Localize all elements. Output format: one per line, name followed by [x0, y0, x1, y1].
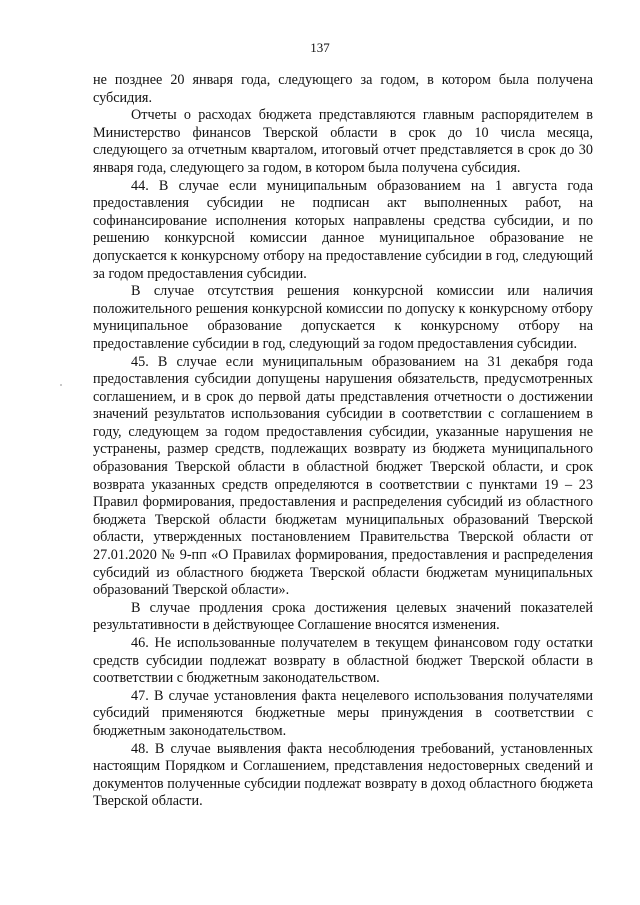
paragraph-clause-44: 44. В случае если муниципальным образованием на 1 августа года предоставления субсидии не подписан акт выполненных работ, на софинансирование исполнения которых направлены средства субсидии, и по решению конкурсной комиссии данное муниципальное образование не допускается к конкурсному отбору на предоставление субсидии в год, следующий за годом предоставления субсидии. [93, 177, 593, 282]
scan-artifact-dot [60, 384, 62, 386]
paragraph-continuation: не позднее 20 января года, следующего за годом, в котором была получена субсидия. [93, 72, 593, 106]
page-number: 137 [310, 40, 330, 55]
paragraph-clause-47: 47. В случае установления факта нецелевого использования получателями субсидий применяются бюджетные меры принуждения в соответствии с бюджетным законодательством. [93, 687, 593, 739]
paragraph-reports: Отчеты о расходах бюджета представляются главным распорядителем в Министерство финансов Тверской области в срок до 10 числа месяца, следующего за отчетным кварталом, итоговый отчет представляется в срок до 30 января года, следующего за годом, в котором была получена субсидия. [93, 107, 593, 176]
paragraph-clause-45-extension: В случае продления срока достижения целевых значений показателей результативности в действующее Соглашение вносятся изменения. [93, 599, 593, 634]
paragraph-clause-45: 45. В случае если муниципальным образованием на 31 декабря года предоставления субсидии допущены нарушения обязательств, предусмотренных соглашением, и в срок до первой даты представления отчетности о достижении значений результатов использования субсидии в соответствии с соглашением в году, следующем за годом предоставления субсидии, указанные нарушения не устранены, размер средств, подлежащих возврату из бюджета муниципального образования Тверской области в областной бюджет Тверской области, и срок возврата указанных средств определяются в соответствии с пунктами 19 – 23 Правил формирования, предоставления и распределения субсидий из областного бюджета Тверской области бюджетам муниципальных образований Тверской области, утвержденных постановлением Правительства Тверской области от 27.01.2020 № 9-пп «О Правилах формирования, предоставления и распределения субсидий из областного бюджета Тверской области бюджетам муниципальных образований Тверской области». [93, 353, 593, 599]
document-body [93, 72, 593, 811]
paragraph-clause-44-absence: В случае отсутствия решения конкурсной комиссии или наличия положительного решения конкурсной комиссии по допуску к конкурсному отбору муниципальное образование допускается к конкурсному отбору на предоставление субсидии в год, следующий за годом предоставления субсидии. [93, 283, 593, 352]
paragraph-clause-48: 48. В случае выявления факта несоблюдения требований, установленных настоящим Порядком и Соглашением, представления недостоверных сведений и документов полученные субсидии подлежат возврату в доход областного бюджета Тверской области. [93, 740, 593, 810]
paragraph-clause-46: 46. Не использованные получателем в текущем финансовом году остатки средств субсидии подлежат возврату в областной бюджет Тверской области в соответствии с бюджетным законодательством. [93, 635, 593, 687]
